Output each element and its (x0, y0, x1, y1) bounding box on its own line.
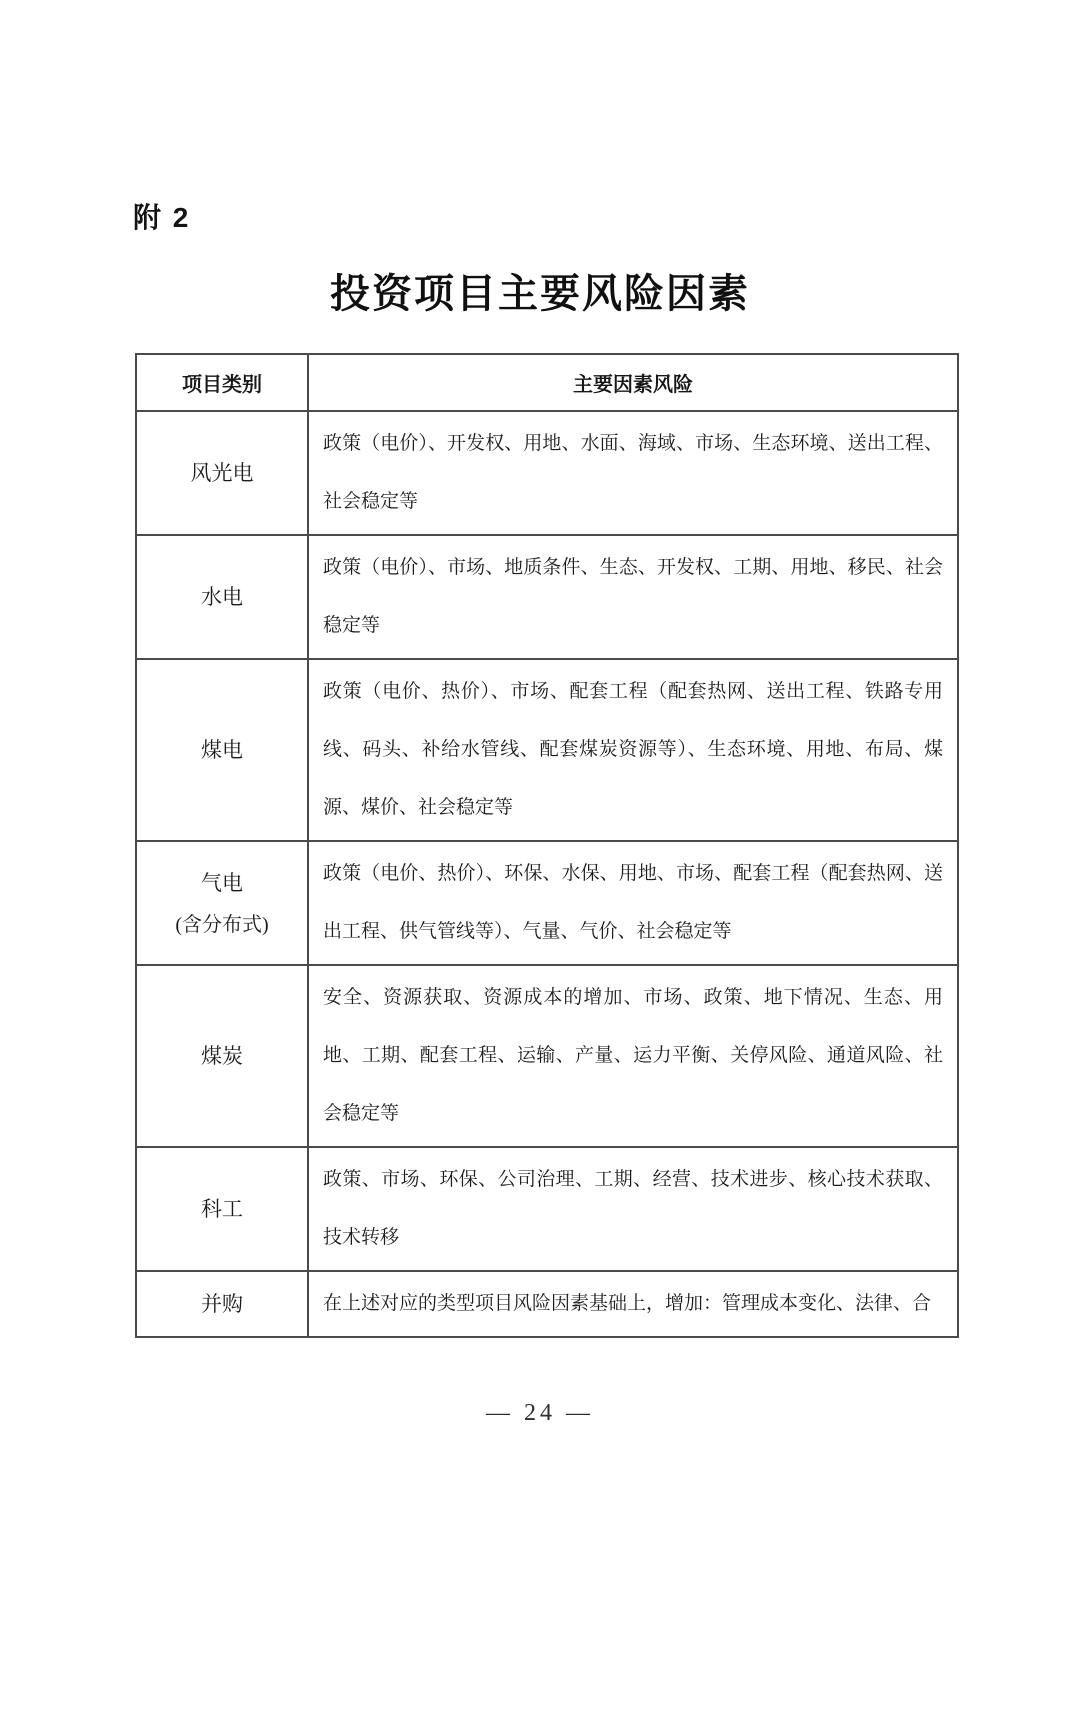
category-label: 气电 (201, 871, 243, 895)
table-row (136, 841, 958, 965)
risks-cell: 在上述对应的类型项目风险因素基础上，增加：管理成本变化、法律、合 (308, 1271, 958, 1337)
category-cell (136, 659, 308, 841)
table-row (136, 659, 958, 841)
attachment-label: 附 2 (133, 202, 191, 233)
table-row (136, 535, 958, 659)
page-number: — 24 — (486, 1400, 594, 1426)
category-cell (136, 535, 308, 659)
column-header-category: 项目类别 (136, 354, 308, 411)
category-cell (136, 411, 308, 535)
category-cell (136, 1147, 308, 1271)
risks-cell: 政策、市场、环保、公司治理、工期、经营、技术进步、核心技术获取、技术转移 (308, 1147, 958, 1271)
category-label: 水电 (201, 585, 243, 609)
risks-cell: 政策（电价、热价）、市场、配套工程（配套热网、送出工程、铁路专用线、码头、补给水管线、配套煤炭资源等）、生态环境、用地、布局、煤源、煤价、社会稳定等 (308, 659, 958, 841)
category-label: 并购 (201, 1292, 243, 1316)
category-label: 风光电 (190, 461, 254, 485)
page-title: 投资项目主要风险因素 (330, 271, 750, 316)
category-cell (136, 1271, 308, 1337)
table-row (136, 965, 958, 1147)
category-label: 科工 (201, 1197, 243, 1221)
document-page (0, 196, 1080, 1723)
table-row (136, 411, 958, 535)
risks-cell: 政策（电价）、市场、地质条件、生态、开发权、工期、用地、移民、社会稳定等 (308, 535, 958, 659)
column-header-risks: 主要因素风险 (308, 354, 958, 411)
category-label: 煤炭 (201, 1044, 243, 1068)
risks-cell: 安全、资源获取、资源成本的增加、市场、政策、地下情况、生态、用地、工期、配套工程、运输、产量、运力平衡、关停风险、通道风险、社会稳定等 (308, 965, 958, 1147)
table-row (136, 1147, 958, 1271)
category-cell (136, 965, 308, 1147)
category-sublabel: (含分布式) (175, 914, 269, 936)
category-label: 煤电 (201, 738, 243, 762)
risk-factors-table (135, 353, 959, 1338)
table-row (136, 1271, 958, 1337)
risks-cell: 政策（电价）、开发权、用地、水面、海域、市场、生态环境、送出工程、社会稳定等 (308, 411, 958, 535)
table-header-row (136, 354, 958, 411)
category-cell (136, 841, 308, 965)
risks-cell: 政策（电价、热价）、环保、水保、用地、市场、配套工程（配套热网、送出工程、供气管线等）、气量、气价、社会稳定等 (308, 841, 958, 965)
